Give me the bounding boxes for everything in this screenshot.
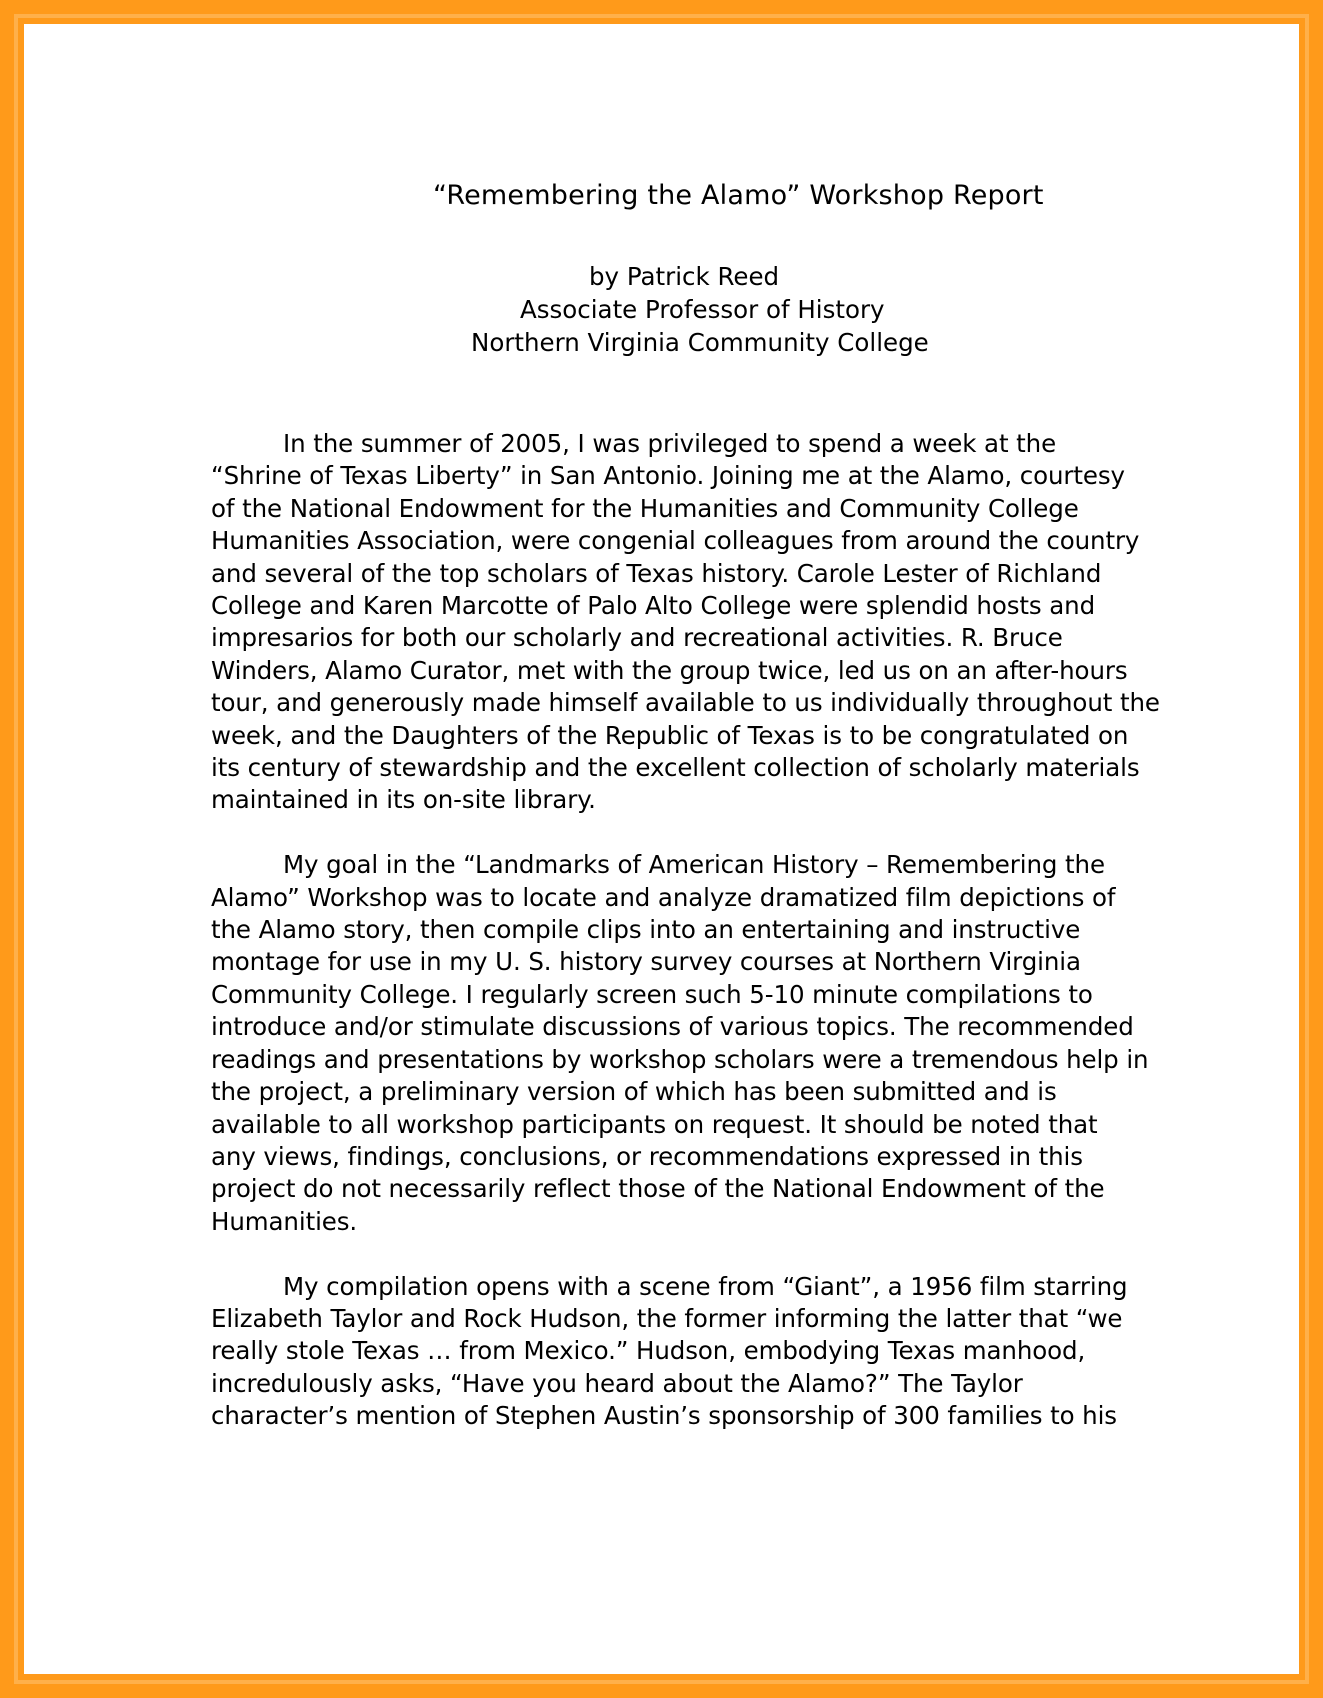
paragraph-1 bbox=[211, 428, 1160, 817]
document-page bbox=[24, 24, 1299, 1674]
paragraph-line: week, and the Daughters of the Republic of Texas is to be congratulated on bbox=[211, 720, 1129, 750]
paragraph-line: Humanities. bbox=[211, 1206, 358, 1236]
paragraph-line: impresarios for both our scholarly and recreational activities. R. Bruce bbox=[211, 623, 1063, 653]
paragraph-line: tour, and generously made himself available to us individually throughout the bbox=[211, 688, 1160, 718]
paragraph-2 bbox=[211, 849, 1149, 1238]
paragraph-line: Winders, Alamo Curator, met with the group twice, led us on an after-hours bbox=[211, 655, 1128, 685]
paragraph-line: “Shrine of Texas Liberty” in San Antonio. Joining me at the Alamo, courtesy bbox=[211, 461, 1125, 491]
paragraph-line: its century of stewardship and the excellent collection of scholarly materials bbox=[211, 753, 1140, 783]
paragraph-line: Humanities Association, were congenial colleagues from around the country bbox=[211, 526, 1140, 556]
paragraph-line: College and Karen Marcotte of Palo Alto College were splendid hosts and bbox=[211, 591, 1096, 621]
document-title: “Remembering the Alamo” Workshop Report bbox=[433, 180, 1044, 211]
paragraph-line: Alamo” Workshop was to locate and analyze dramatized film depictions of bbox=[211, 882, 1116, 912]
paragraph-line: My compilation opens with a scene from “Giant”, a 1956 film starring bbox=[283, 1271, 1128, 1301]
paragraph-line: Elizabeth Taylor and Rock Hudson, the former informing the latter that “we bbox=[211, 1303, 1123, 1333]
byline-position: Associate Professor of History bbox=[520, 295, 885, 324]
paragraph-line: really stole Texas … from Mexico.” Hudson, embodying Texas manhood, bbox=[211, 1336, 1086, 1366]
paragraph-line: incredulously asks, “Have you heard about the Alamo?” The Taylor bbox=[211, 1368, 1023, 1398]
paragraph-line: character’s mention of Stephen Austin’s sponsorship of 300 families to his bbox=[211, 1401, 1117, 1431]
paragraph-line: Community College. I regularly screen such 5-10 minute compilations to bbox=[211, 979, 1093, 1009]
paragraph-line: and several of the top scholars of Texas history. Carole Lester of Richland bbox=[211, 558, 1102, 588]
paragraph-line: My goal in the “Landmarks of American History – Remembering the bbox=[283, 850, 1105, 880]
byline-institution: Northern Virginia Community College bbox=[471, 328, 929, 357]
byline-author: by Patrick Reed bbox=[589, 262, 780, 291]
paragraph-line: any views, findings, conclusions, or recommendations expressed in this bbox=[211, 1141, 1083, 1171]
paragraph-line: maintained in its on-site library. bbox=[211, 785, 596, 815]
paragraph-line: the project, a preliminary version of which has been submitted and is bbox=[211, 1077, 1057, 1107]
paragraph-line: available to all workshop participants on request. It should be noted that bbox=[211, 1109, 1098, 1139]
paragraph-line: of the National Endowment for the Humanities and Community College bbox=[211, 493, 1079, 523]
paragraph-line: In the summer of 2005, I was privileged to spend a week at the bbox=[283, 429, 1057, 458]
paragraph-line: introduce and/or stimulate discussions of various topics. The recommended bbox=[211, 1012, 1134, 1042]
paragraph-3 bbox=[211, 1271, 1128, 1433]
paragraph-line: readings and presentations by workshop scholars were a tremendous help in bbox=[211, 1044, 1149, 1074]
paragraph-line: project do not necessarily reflect those of the National Endowment of the bbox=[211, 1174, 1105, 1204]
paragraph-line: montage for use in my U. S. history survey courses at Northern Virginia bbox=[211, 947, 1081, 977]
document-body bbox=[211, 428, 1160, 1433]
paragraph-line: the Alamo story, then compile clips into an entertaining and instructive bbox=[211, 915, 1081, 945]
